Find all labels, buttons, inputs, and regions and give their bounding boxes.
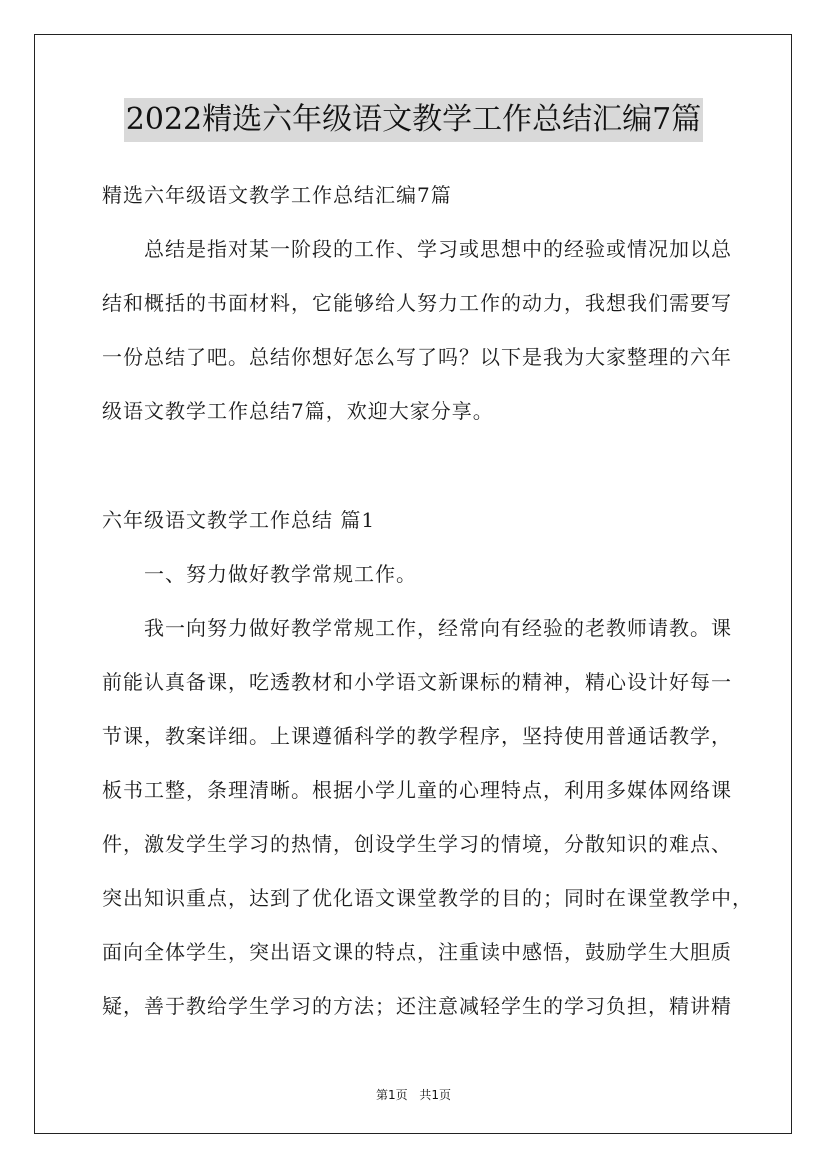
body-line-7: 面向全体学生，突出语文课的特点，注重读中感悟，鼓励学生大胆质 <box>102 940 732 964</box>
document-title: 2022精选六年级语文教学工作总结汇编7篇 <box>124 98 703 142</box>
body-line-6: 突出知识重点，达到了优化语文课堂教学的目的；同时在课堂教学中， <box>102 886 753 910</box>
intro-line-3: 一份总结了吧。总结你想好怎么写了吗？以下是我为大家整理的六年 <box>102 345 732 369</box>
subsection-heading: 一、努力做好教学常规工作。 <box>102 562 417 586</box>
document-subtitle: 精选六年级语文教学工作总结汇编7篇 <box>102 183 452 207</box>
intro-line-4: 级语文教学工作总结7篇，欢迎大家分享。 <box>102 399 494 423</box>
body-line-3: 节课，教案详细。上课遵循科学的教学程序，坚持使用普通话教学， <box>102 724 732 748</box>
page-footer <box>0 1087 827 1103</box>
body-line-2: 前能认真备课，吃透教材和小学语文新课标的精神，精心设计好每一 <box>102 670 732 694</box>
page-total: 共1页 <box>419 1088 452 1102</box>
title-container <box>0 98 827 142</box>
page-number: 第1页 <box>375 1088 408 1102</box>
intro-line-2: 结和概括的书面材料，它能够给人努力工作的动力，我想我们需要写 <box>102 291 732 315</box>
body-line-5: 件，激发学生学习的热情，创设学生学习的情境，分散知识的难点、 <box>102 832 732 856</box>
body-line-8: 疑，善于教给学生学习的方法；还注意减轻学生的学习负担，精讲精 <box>102 994 732 1018</box>
body-line-4: 板书工整，条理清晰。根据小学儿童的心理特点，利用多媒体网络课 <box>102 778 732 802</box>
section-heading: 六年级语文教学工作总结 篇1 <box>102 508 376 532</box>
body-line-1: 我一向努力做好教学常规工作，经常向有经验的老教师请教。课 <box>102 616 732 640</box>
intro-line-1: 总结是指对某一阶段的工作、学习或思想中的经验或情况加以总 <box>102 237 732 261</box>
